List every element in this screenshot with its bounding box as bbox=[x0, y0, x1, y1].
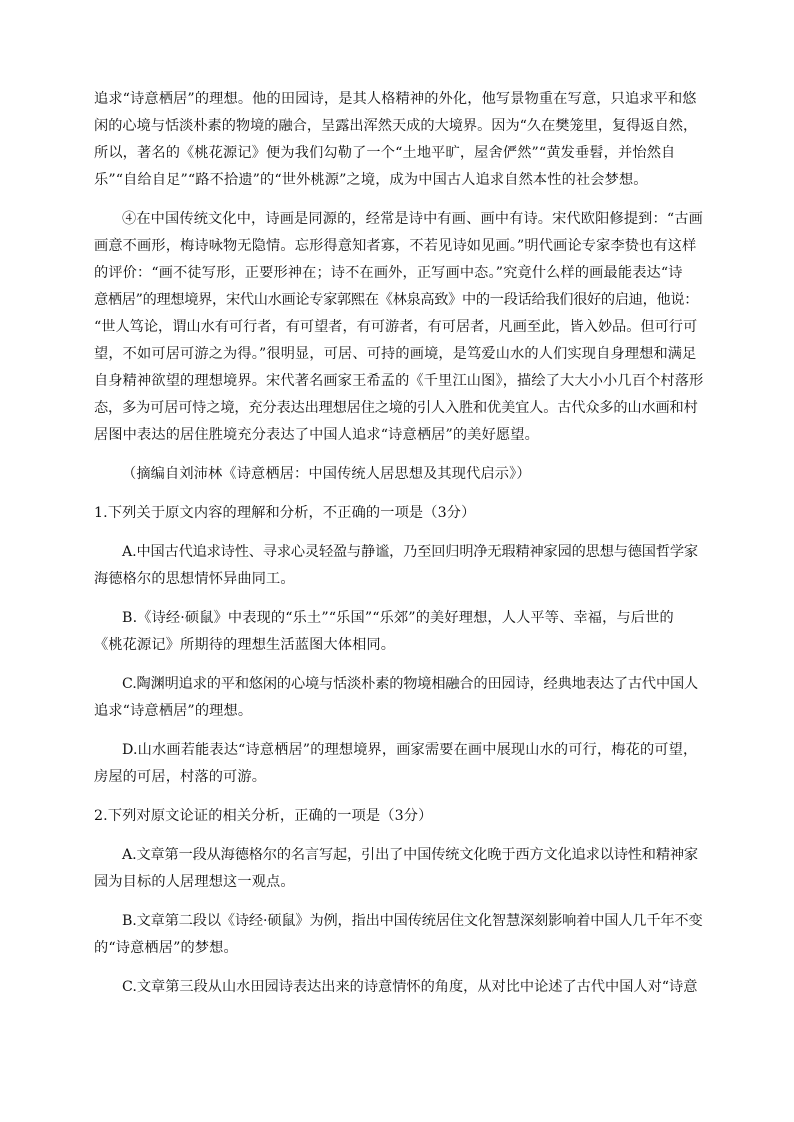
option-text: A.文章第一段从海德格尔的名言写起，引出了中国传统文化晚于西方文化追求以诗性和精神家 bbox=[122, 847, 698, 863]
text-line: 居图中表达的居住胜境充分表达了中国人追求“诗意栖居”的美好愿望。 bbox=[94, 427, 539, 443]
question-2-stem bbox=[94, 803, 702, 830]
question-1-option-c bbox=[94, 671, 702, 725]
text-line: ④在中国传统文化中，诗画是同源的，经常是诗中有画、画中有诗。宋代欧阳修提到：“古画 bbox=[122, 211, 703, 227]
citation-text: （摘编自刘沛林《诗意栖居：中国传统人居思想及其现代启示》） bbox=[122, 466, 531, 482]
option-text: C.文章第三段从山水田园诗表达出来的诗意情怀的角度，从对比中论述了古代中国人对“诗意 bbox=[122, 979, 698, 995]
paragraph-3-continued bbox=[94, 86, 702, 194]
option-text: D.山水画若能表达“诗意栖居”的理想境界，画家需要在画中展现山水的可行，梅花的可望， bbox=[122, 742, 698, 758]
option-text: B.《诗经·硕鼠》中表现的“乐土”“乐国”“乐郊”的美好理想，人人平等、幸福，与后世的 bbox=[122, 610, 674, 626]
option-text: 《桃花源记》所期待的理想生活蓝图大体相同。 bbox=[94, 637, 396, 653]
question-stem: 1.下列关于原文内容的理解和分析，不正确的一项是（3分） bbox=[94, 505, 476, 521]
text-line: 望，不如可居可游之为得。”很明显，可居、可持的画境，是笃爱山水的人们实现自身理想和满足 bbox=[94, 346, 697, 362]
question-stem: 2.下列对原文论证的相关分析，正确的一项是（3分） bbox=[94, 808, 433, 824]
question-2-option-c bbox=[94, 974, 702, 1001]
question-1-stem bbox=[94, 500, 702, 527]
document-page bbox=[94, 86, 702, 1013]
paragraph-4 bbox=[94, 206, 702, 449]
text-line: 自身精神欲望的理想境界。宋代著名画家王希孟的《千里江山图》，描绘了大大小小几百个村落形 bbox=[94, 373, 704, 389]
text-line: 画意不画形，梅诗咏物无隐情。忘形得意知者寡，不若见诗如见画。”明代画论专家李贽也有这样 bbox=[94, 238, 697, 254]
text-line: 乐”“自给自足”“路不拾遗”的“世外桃源”之境，成为中国古人追求自然本性的社会梦想。 bbox=[94, 172, 648, 188]
option-text: 海德格尔的思想情怀异曲同工。 bbox=[94, 571, 295, 587]
text-line: 所以，著名的《桃花源记》便为我们勾勒了一个“土地平旷，屋舍俨然”“黄发垂髫，并怡然自 bbox=[94, 145, 676, 161]
source-citation bbox=[94, 461, 702, 488]
option-text: 的“诗意栖居”的梦想。 bbox=[94, 940, 238, 956]
text-line: 追求“诗意栖居”的理想。他的田园诗，是其人格精神的外化，他写景物重在写意，只追求平和悠 bbox=[94, 91, 697, 107]
question-1-option-a bbox=[94, 539, 702, 593]
question-1-option-d bbox=[94, 737, 702, 791]
text-line: 的评价：“画不徒写形，正要形神在；诗不在画外，正写画中态。”究竟什么样的画最能表达“诗 bbox=[94, 265, 683, 281]
option-text: C.陶渊明追求的平和悠闲的心境与恬淡朴素的物境相融合的田园诗，经典地表达了古代中国人 bbox=[122, 676, 699, 692]
option-text: 房屋的可居，村落的可游。 bbox=[94, 769, 267, 785]
question-2-option-a bbox=[94, 842, 702, 896]
question-2-option-b bbox=[94, 908, 702, 962]
option-text: 追求“诗意栖居”的理想。 bbox=[94, 703, 253, 719]
option-text: A.中国古代追求诗性、寻求心灵轻盈与静谧，乃至回归明净无瑕精神家园的思想与德国哲学家 bbox=[122, 544, 698, 560]
text-line: 闲的心境与恬淡朴素的物境的融合，呈露出浑然天成的大境界。因为“久在樊笼里，复得返自然， bbox=[94, 118, 698, 134]
text-line: 意栖居”的理想境界，宋代山水画论专家郭熙在《林泉高致》中的一段话给我们很好的启迪，他说： bbox=[94, 292, 699, 308]
option-text: 园为目标的人居理想这一观点。 bbox=[94, 874, 295, 890]
text-line: “世人笃论，谓山水有可行者，有可望者，有可游者，有可居者，凡画至此，皆入妙品。但可行可 bbox=[94, 319, 698, 335]
text-line: 态，多为可居可恃之境，充分表达出理想居住之境的引人入胜和优美宜人。古代众多的山水画和村 bbox=[94, 400, 698, 416]
question-1-option-b bbox=[94, 605, 702, 659]
option-text: B.文章第二段以《诗经·硕鼠》为例，指出中国传统居住文化智慧深刻影响着中国人几千年不变 bbox=[122, 913, 703, 929]
